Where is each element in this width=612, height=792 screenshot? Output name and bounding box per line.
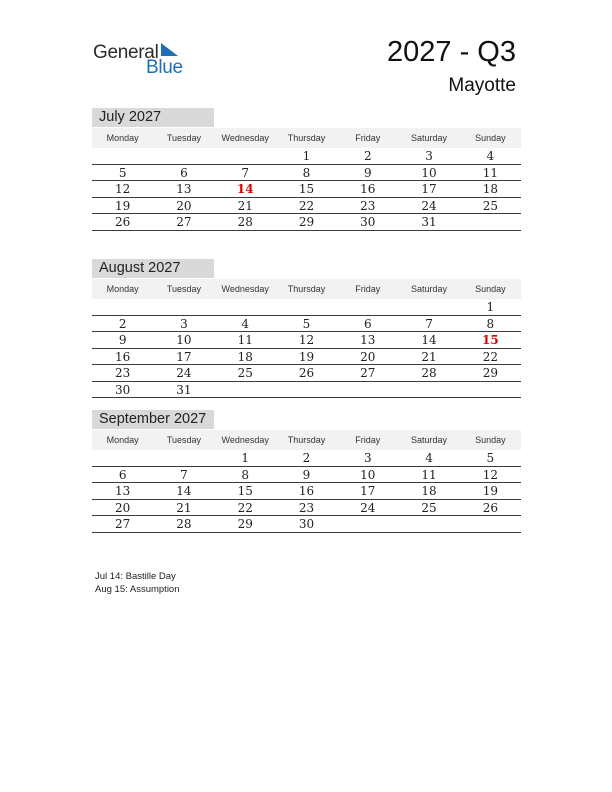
day-cell: 6 [180, 165, 188, 180]
weekday-label: Sunday [475, 284, 506, 294]
day-cell: 20 [176, 198, 192, 213]
day-cell: 29 [298, 215, 315, 229]
day-cell: 15 [298, 182, 315, 196]
day-cell [276, 382, 337, 398]
day-cell: 5 [486, 451, 495, 465]
day-cell: 1 [241, 451, 250, 465]
day-cell: 28 [421, 366, 437, 380]
day-cell: 14 [176, 484, 192, 498]
holiday-day-cell: 15 [481, 333, 499, 347]
day-cell: 15 [237, 484, 253, 498]
day-cell: 22 [298, 198, 315, 213]
day-cell: 31 [421, 215, 437, 229]
day-cell: 12 [298, 333, 315, 347]
day-cell: 19 [482, 484, 498, 498]
day-cell: 18 [482, 182, 498, 196]
month-calendar [92, 410, 521, 533]
week-row [92, 214, 521, 231]
day-cell: 6 [118, 467, 127, 482]
day-cell: 10 [421, 165, 437, 180]
day-cell: 2 [363, 149, 372, 163]
day-cell: 17 [360, 484, 376, 498]
day-cell: 10 [360, 467, 376, 482]
day-cell: 1 [302, 149, 311, 163]
day-cell: 23 [115, 366, 131, 380]
weekday-label: Monday [106, 133, 139, 143]
weekday-label: Thursday [287, 435, 326, 445]
day-cell [398, 382, 459, 398]
day-cell [153, 148, 214, 164]
day-cell: 21 [176, 500, 192, 515]
day-cell [460, 516, 521, 532]
month-calendar [92, 108, 521, 231]
day-cell: 13 [176, 182, 192, 196]
week-row [92, 165, 521, 182]
day-cell [337, 382, 398, 398]
month-title: July 2027 [92, 108, 214, 127]
day-cell: 1 [486, 300, 495, 314]
day-cell: 25 [237, 366, 253, 380]
weekday-header [92, 128, 521, 148]
holiday-day-cell: 14 [236, 182, 254, 196]
day-cell: 30 [360, 215, 376, 229]
week-row [92, 316, 521, 333]
day-cell: 25 [421, 500, 437, 515]
day-cell: 21 [421, 349, 437, 364]
logo-triangle-icon [159, 43, 179, 57]
holiday-note: Jul 14: Bastille Day [95, 571, 176, 582]
weekday-label: Thursday [287, 133, 326, 143]
week-row [92, 332, 521, 349]
day-cell: 23 [360, 198, 376, 213]
weekday-label: Monday [106, 435, 139, 445]
day-cell: 17 [421, 182, 437, 196]
day-cell: 26 [482, 500, 498, 515]
day-cell: 12 [115, 182, 131, 196]
day-cell [215, 299, 276, 315]
week-row [92, 467, 521, 484]
day-cell: 3 [425, 149, 433, 163]
holiday-notes [95, 570, 180, 596]
weekday-label: Thursday [287, 284, 326, 294]
weekday-label: Friday [355, 284, 381, 294]
day-cell: 3 [180, 316, 188, 331]
day-cell: 6 [363, 316, 372, 331]
day-cell: 30 [115, 382, 131, 397]
day-cell: 19 [115, 198, 131, 213]
day-cell: 29 [237, 517, 253, 531]
day-cell: 20 [115, 500, 131, 515]
day-cell: 14 [421, 333, 437, 347]
weekday-label: Wednesday [221, 133, 269, 143]
day-cell [337, 299, 398, 315]
day-cell [92, 450, 153, 466]
day-cell: 9 [302, 467, 311, 482]
day-cell: 16 [115, 349, 131, 364]
day-cell: 13 [115, 484, 131, 498]
day-cell: 28 [237, 215, 253, 229]
day-cell: 16 [360, 182, 376, 196]
weekday-header [92, 430, 521, 450]
day-cell: 20 [360, 349, 376, 364]
day-cell [398, 516, 459, 532]
day-cell: 9 [118, 333, 127, 347]
day-cell [215, 148, 276, 164]
country-name: Mayotte [448, 75, 516, 96]
day-cell: 26 [115, 215, 131, 229]
day-cell: 10 [176, 333, 192, 347]
week-row [92, 299, 521, 316]
day-cell: 22 [237, 500, 253, 515]
weekday-label: Wednesday [221, 435, 269, 445]
weekday-label: Saturday [411, 435, 448, 445]
day-cell: 2 [118, 316, 127, 331]
day-cell: 4 [486, 149, 495, 163]
day-cell: 8 [241, 467, 250, 482]
day-cell: 4 [241, 316, 250, 331]
weekday-label: Saturday [411, 284, 448, 294]
week-row [92, 148, 521, 165]
day-cell: 4 [425, 451, 433, 465]
day-cell [460, 214, 521, 230]
page-title: 2027 - Q3 [387, 36, 516, 68]
month-calendar [92, 259, 521, 398]
day-cell: 23 [298, 500, 315, 515]
day-cell: 27 [360, 366, 376, 380]
day-cell: 5 [302, 316, 311, 331]
week-row [92, 500, 521, 517]
weekday-label: Friday [355, 435, 381, 445]
day-cell: 24 [360, 500, 376, 515]
day-cell: 24 [421, 198, 437, 213]
day-cell: 18 [237, 349, 253, 364]
day-cell: 11 [421, 467, 437, 482]
day-cell: 8 [302, 165, 311, 180]
day-cell: 29 [482, 366, 498, 380]
logo [93, 40, 193, 80]
day-cell: 5 [118, 165, 127, 180]
weekday-header [92, 279, 521, 299]
day-cell [276, 299, 337, 315]
weekday-label: Wednesday [221, 284, 269, 294]
day-cell: 25 [482, 198, 498, 213]
day-cell: 22 [482, 349, 498, 364]
holiday-note: Aug 15: Assumption [95, 584, 180, 595]
day-cell: 7 [425, 316, 433, 331]
weekday-label: Tuesday [166, 435, 202, 445]
week-row [92, 382, 521, 399]
day-cell: 27 [176, 215, 192, 229]
day-cell: 31 [176, 382, 192, 397]
day-cell [153, 450, 214, 466]
day-cell: 3 [363, 451, 372, 465]
weekday-label: Saturday [411, 133, 448, 143]
day-cell: 17 [176, 349, 192, 364]
day-cell: 26 [298, 366, 315, 380]
day-cell: 2 [302, 451, 311, 465]
weekday-label: Sunday [475, 133, 506, 143]
day-cell [215, 382, 276, 398]
week-row [92, 516, 521, 533]
day-cell [153, 299, 214, 315]
weekday-label: Monday [106, 284, 139, 294]
day-cell [92, 299, 153, 315]
day-cell: 8 [486, 316, 495, 331]
day-cell: 28 [176, 517, 192, 531]
weekday-label: Tuesday [166, 284, 202, 294]
logo-general-text: General [93, 42, 159, 63]
day-cell [92, 148, 153, 164]
week-row [92, 198, 521, 215]
day-cell: 7 [180, 467, 188, 482]
week-row [92, 181, 521, 198]
day-cell: 9 [363, 165, 372, 180]
day-cell: 16 [298, 484, 315, 498]
day-cell: 27 [115, 517, 131, 531]
day-cell: 24 [176, 366, 192, 380]
week-row [92, 365, 521, 382]
weekday-label: Friday [355, 133, 381, 143]
day-cell: 12 [482, 467, 498, 482]
weekday-label: Tuesday [166, 133, 202, 143]
week-row [92, 450, 521, 467]
logo-blue-text: Blue [146, 57, 183, 78]
day-cell: 11 [482, 165, 498, 180]
day-cell [337, 516, 398, 532]
month-title: August 2027 [92, 259, 214, 278]
day-cell: 11 [237, 333, 253, 347]
day-cell: 18 [421, 484, 437, 498]
day-cell: 13 [360, 333, 376, 347]
day-cell: 30 [298, 517, 315, 531]
day-cell: 21 [237, 198, 253, 213]
day-cell: 7 [241, 165, 250, 180]
day-cell [460, 382, 521, 398]
day-cell [398, 299, 459, 315]
week-row [92, 349, 521, 366]
weekday-label: Sunday [475, 435, 506, 445]
week-row [92, 483, 521, 500]
month-title: September 2027 [92, 410, 214, 429]
day-cell: 19 [298, 349, 315, 364]
